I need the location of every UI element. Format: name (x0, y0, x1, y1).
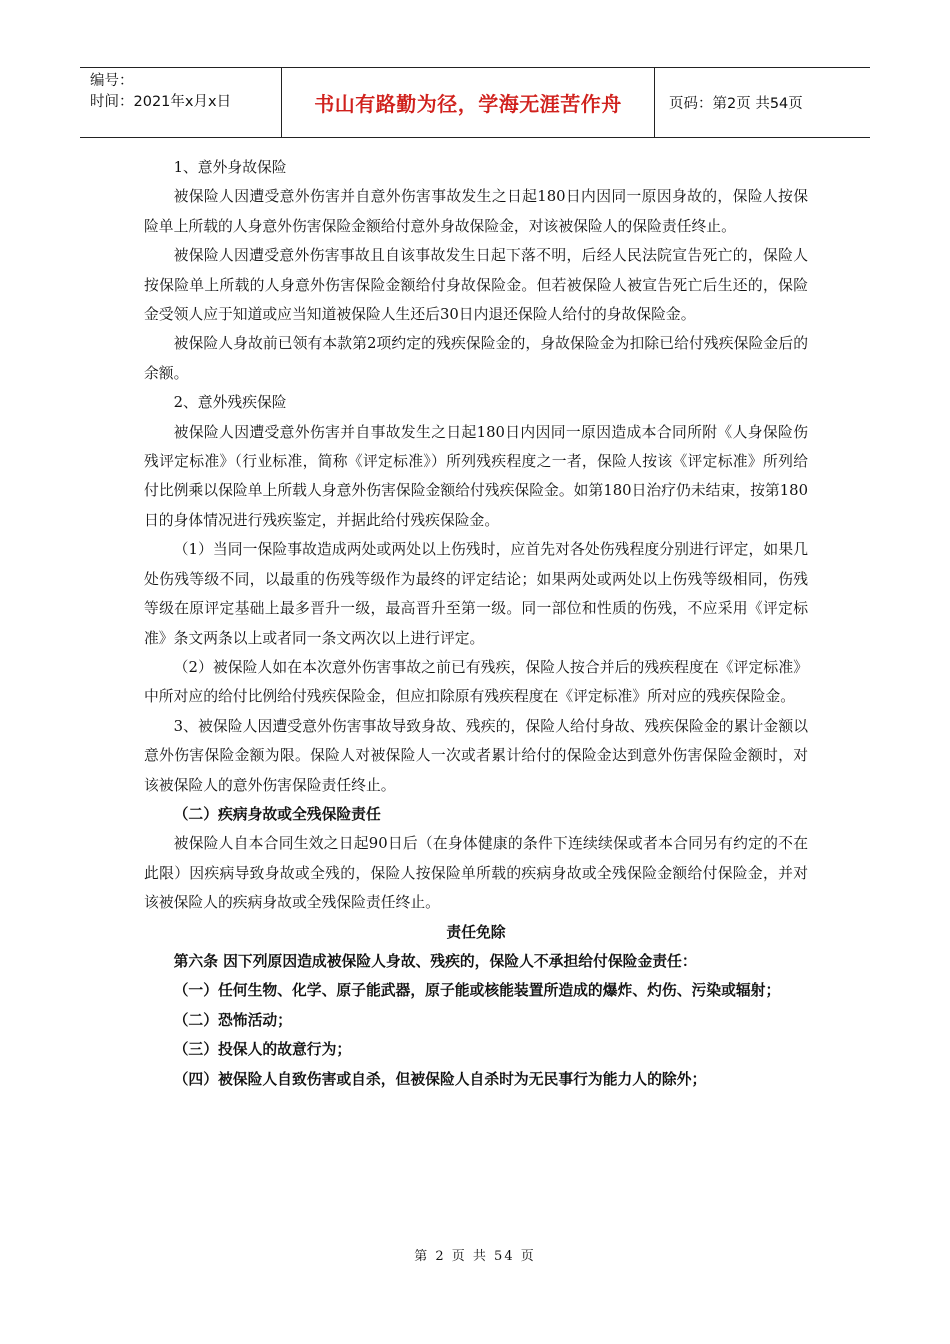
paragraph: 被保险人因遭受意外伤害并自事故发生之日起180日内因同一原因造成本合同所附《人身保险伤残评定标准》（行业标准，简称《评定标准》）所列残疾程度之一者，保险人按该《评定标准》所列给付比例乘以保险单上所载人身意外伤害保险金额给付残疾保险金。如第180日治疗仍未结束，按第180日的身体情况进行残疾鉴定，并据此给付残疾保险金。 (144, 423, 808, 529)
section-heading-accidental-disability: 2、意外残疾保险 (173, 394, 287, 412)
exclusion-item: （二）恐怖活动； (173, 1011, 292, 1029)
paragraph: 被保险人身故前已领有本款第2项约定的残疾保险金的，身故保险金为扣除已给付残疾保险金后的余额。 (144, 335, 808, 382)
paragraph: （2）被保险人如在本次意外伤害事故之前已有残疾，保险人按合并后的残疾程度在《评定标准》中所对应的给付比例给付残疾保险金，但应扣除原有残疾程度在《评定标准》所对应的残疾保险金。 (144, 658, 808, 706)
paragraph: 被保险人因遭受意外伤害并自意外伤害事故发生之日起180日内因同一原因身故的，保险人按保险单上所载的人身意外伤害保险金额给付意外身故保险金，对该被保险人的保险责任终止。 (144, 188, 808, 235)
document-body (144, 153, 808, 1094)
document-date-label: 时间：2021年x月x日 (90, 94, 232, 110)
section-title-exclusions: 责任免除 (446, 923, 506, 941)
exclusion-item: （一）任何生物、化学、原子能武器，原子能或核能装置所造成的爆炸、灼伤、污染或辐射； (173, 982, 781, 1000)
article-six: 第六条 因下列原因造成被保险人身故、残疾的，保险人不承担给付保险金责任： (173, 952, 697, 970)
header-meta (80, 68, 282, 137)
section-heading-accidental-death: 1、意外身故保险 (173, 159, 287, 176)
header-motto: 书山有路勤为径，学海无涯苦作舟 (282, 68, 655, 137)
paragraph: （1）当同一保险事故造成两处或两处以上伤残时，应首先对各处伤残程度分别进行评定，如果几处伤残等级不同，以最重的伤残等级作为最终的评定结论；如果两处或两处以上伤残等级相同，伤残等级在原评定基础上最多晋升一级，最高晋升至第一级。同一部位和性质的伤残，不应采用《评定标准》条文两条以上或者同一条文两次以上进行评定。 (144, 541, 808, 647)
paragraph: 3、被保险人因遭受意外伤害事故导致身故、残疾的，保险人给付身故、残疾保险金的累计金额以意外伤害保险金额为限。保险人对被保险人一次或者累计给付的保险金达到意外伤害保险金额时，对该被保险人的意外伤害保险责任终止。 (144, 717, 808, 794)
paragraph: 被保险人自本合同生效之日起90日后（在身体健康的条件下连续续保或者本合同另有约定的不在此限）因疾病导致身故或全残的，保险人按保险单所载的疾病身故或全残保险金额给付保险金，并对该被保险人的疾病身故或全残保险责任终止。 (144, 835, 808, 912)
document-number-label: 编号： (90, 73, 134, 89)
header-page-info: 页码：第2页 共54页 (669, 96, 803, 112)
section-heading-disease: （二）疾病身故或全残保险责任 (173, 805, 381, 823)
page-footer: 第 2 页 共 54 页 (414, 1249, 536, 1264)
exclusion-item: （四）被保险人自致伤害或自杀，但被保险人自杀时为无民事行为能力人的除外； (173, 1070, 707, 1088)
exclusion-item: （三）投保人的故意行为； (173, 1041, 352, 1059)
paragraph: 被保险人因遭受意外伤害事故且自该事故发生日起下落不明，后经人民法院宣告死亡的，保险人按保险单上所载的人身意外伤害保险金额给付身故保险金。但若被保险人被宣告死亡后生还的，保险金受领人应于知道或应当知道被保险人生还后30日内退还保险人给付的身故保险金。 (144, 247, 808, 324)
page-header (80, 67, 870, 138)
